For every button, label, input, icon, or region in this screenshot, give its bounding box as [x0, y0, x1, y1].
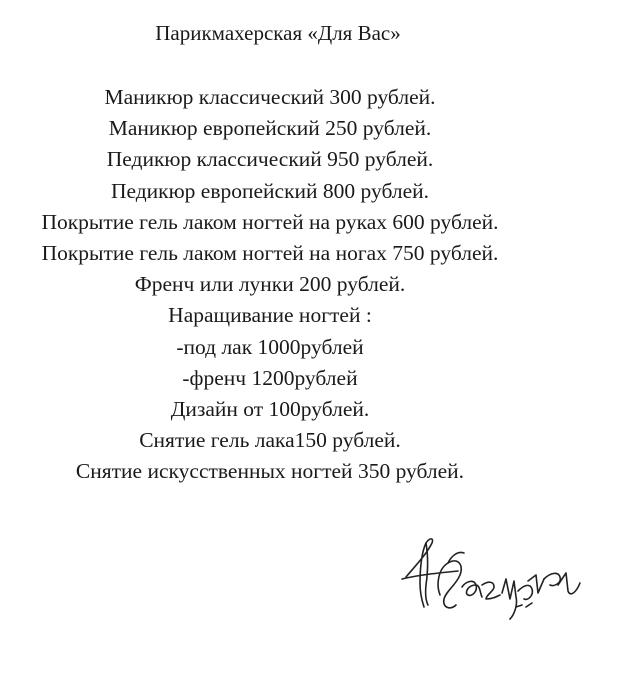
price-list: [0, 82, 540, 488]
price-list-item: Маникюр европейский 250 рублей.: [108, 116, 432, 141]
handwritten-signature: [398, 535, 598, 635]
price-list-item: Снятие искусственных ногтей 350 рублей.: [75, 459, 465, 484]
price-list-item: Наращивание ногтей :: [168, 303, 372, 328]
price-list-item: Педикюр европейский 800 рублей.: [110, 178, 430, 203]
price-list-subitem: -френч 1200рублей: [182, 365, 358, 390]
price-list-item: Педикюр классический 950 рублей.: [106, 147, 434, 172]
price-list-item: Снятие гель лака150 рублей.: [139, 428, 401, 453]
document-title: Парикмахерская «Для Вас»: [155, 21, 401, 45]
price-list-item: Дизайн от 100рублей.: [170, 397, 370, 422]
price-list-subitem: -под лак 1000рублей: [176, 334, 364, 359]
price-list-item: Френч или лунки 200 рублей.: [134, 272, 406, 297]
price-list-item: Покрытие гель лаком ногтей на ногах 750 рублей.: [41, 241, 499, 266]
price-list-item: Покрытие гель лаком ногтей на руках 600 рублей.: [41, 209, 499, 234]
price-list-item: Маникюр классический 300 рублей.: [104, 85, 436, 109]
